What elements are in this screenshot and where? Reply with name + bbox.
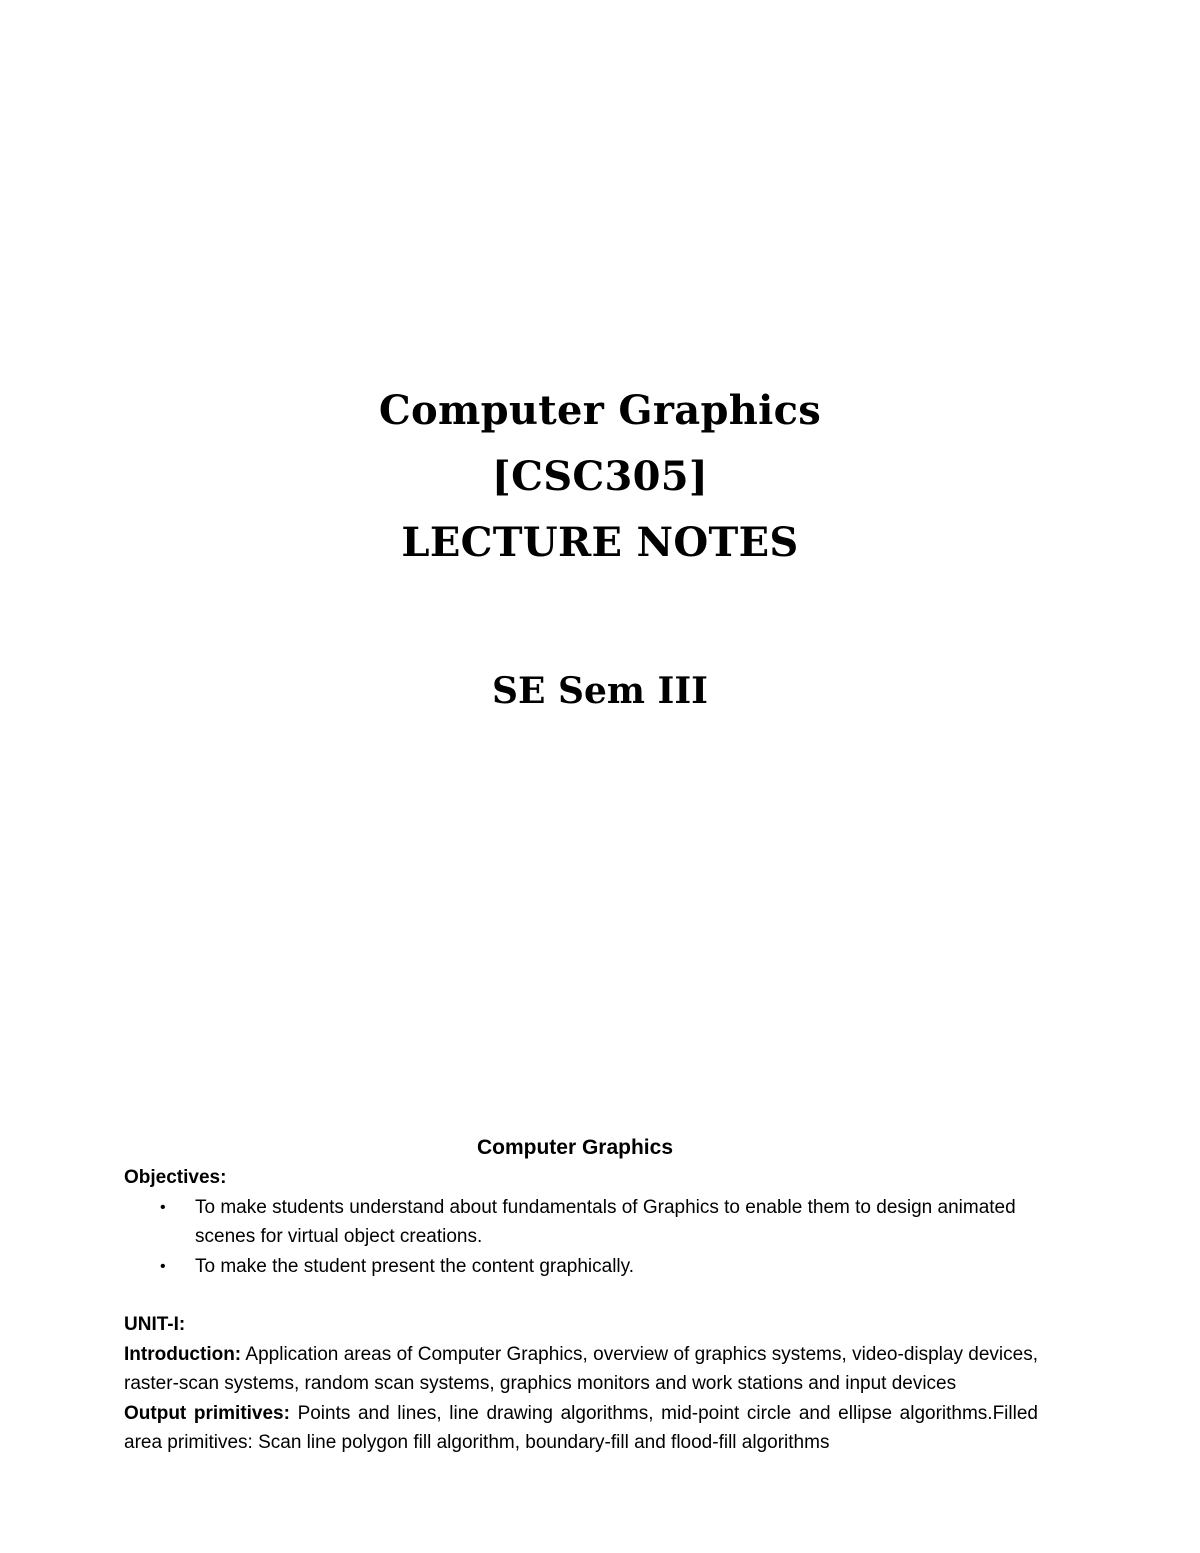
cover-course-code: [CSC305]: [491, 453, 709, 500]
bullet-icon: •: [160, 1257, 166, 1275]
list-item: [160, 1193, 1038, 1252]
cover-semester: SE Sem III: [491, 670, 709, 712]
syllabus-title: Computer Graphics: [476, 1136, 674, 1159]
output-primitives-paragraph: [124, 1399, 1038, 1458]
cover-doc-type: LECTURE NOTES: [401, 519, 799, 566]
syllabus-section: [124, 1133, 1038, 1458]
cover-title-block: [0, 378, 1200, 576]
cover-title: Computer Graphics: [378, 387, 822, 434]
objective-text: To make the student present the content graphically.: [195, 1255, 635, 1277]
objectives-label: Objectives:: [124, 1167, 227, 1188]
spacer: [124, 1281, 1038, 1310]
introduction-label: Introduction:: [124, 1343, 242, 1365]
objectives-list: [124, 1193, 1038, 1282]
unit-label: UNIT-I:: [124, 1314, 186, 1335]
bullet-icon: •: [160, 1198, 166, 1216]
list-item: [160, 1252, 1038, 1282]
output-primitives-text: Points and lines, line drawing algorithms, mid-point circle and ellipse algorithms.Filled area primitives: Scan line polygon fill algorithm, boundary-fill and flood-fill algorithms: [124, 1402, 1038, 1453]
output-primitives-label: Output primitives:: [124, 1402, 290, 1424]
introduction-paragraph: [124, 1340, 1038, 1399]
objective-text: To make students understand about fundamentals of Graphics to enable them to design animated scenes for virtual object creations.: [195, 1196, 1016, 1247]
introduction-text: Application areas of Computer Graphics, overview of graphics systems, video-display devices, raster-scan systems, random scan systems, graphics monitors and work stations and input devices: [124, 1343, 1038, 1394]
